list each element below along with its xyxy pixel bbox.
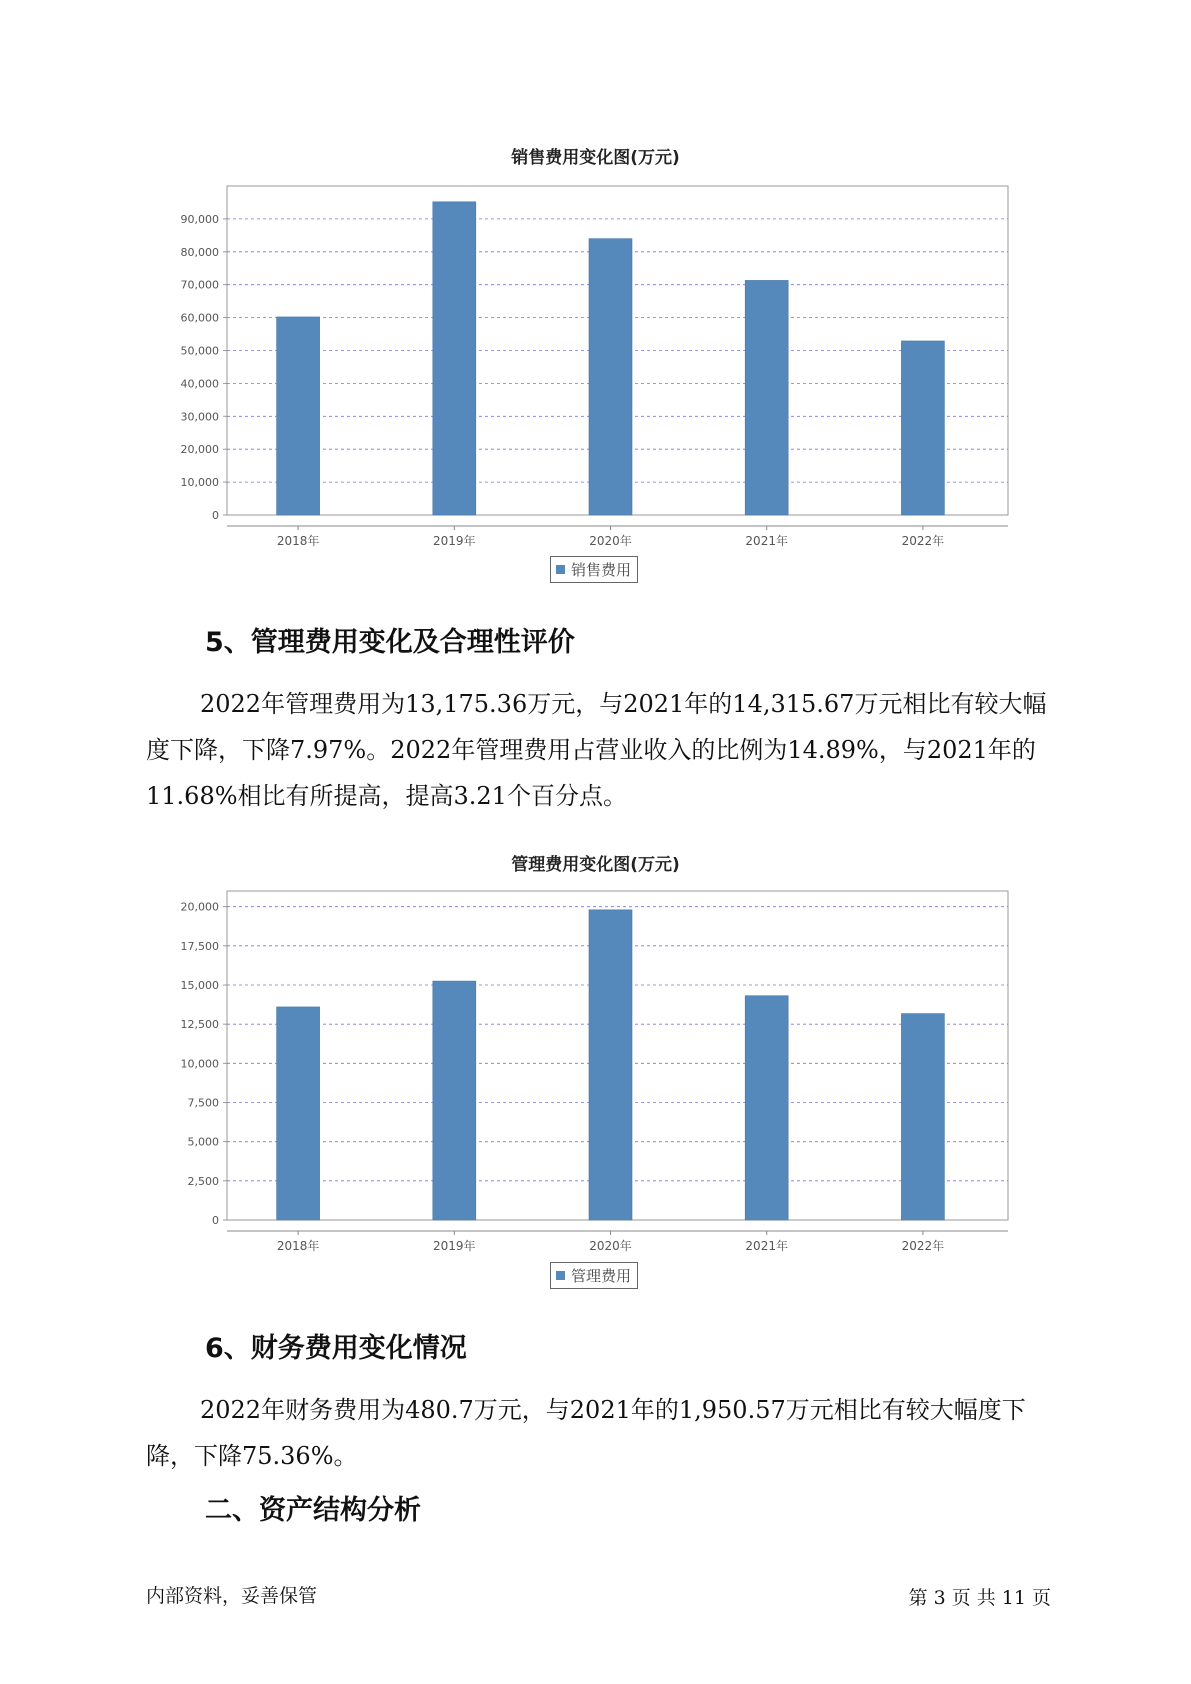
bar-2022年 [901,1014,944,1220]
bar-2022年 [901,341,944,515]
y-tick-label: 10,000 [180,476,219,490]
legend-swatch-icon [556,1271,565,1280]
x-tick-label: 2020年 [589,534,632,548]
bar-2018年 [277,1007,320,1220]
x-tick-label: 2018年 [276,534,320,548]
x-tick-label: 2021年 [745,1239,788,1253]
y-tick-label: 15,000 [180,979,219,992]
x-tick-label: 2019年 [433,1239,476,1253]
y-tick-label: 30,000 [180,410,219,424]
y-tick-label: 2,500 [187,1174,219,1188]
x-tick-label: 2020年 [589,1239,632,1253]
bar-2021年 [745,996,788,1220]
y-tick-label: 70,000 [180,278,219,292]
y-tick-label: 60,000 [180,311,219,325]
y-tick-label: 40,000 [180,377,219,391]
admin-expense-chart [0,888,1191,1268]
y-tick-label: 0 [212,1214,219,1227]
x-tick-label: 2019年 [433,534,476,548]
section-5-heading: 5、管理费用变化及合理性评价 [205,627,575,658]
sales-chart-title: 销售费用变化图(万元) [511,148,680,168]
footer-confidential-note: 内部资料，妥善保管 [146,1585,318,1607]
y-tick-label: 20,000 [180,443,219,457]
sales-chart-legend [550,556,638,583]
y-tick-label: 50,000 [180,344,219,358]
section-2-heading: 二、资产结构分析 [205,1495,421,1526]
legend-label: 管理费用 [571,1267,632,1285]
x-tick-label: 2022年 [901,1239,945,1253]
section-6-heading: 6、财务费用变化情况 [205,1333,467,1364]
sales-expense-chart [0,183,1191,563]
y-tick-label: 12,500 [180,1018,219,1032]
bar-2019年 [433,981,476,1220]
x-tick-label: 2021年 [745,534,788,548]
y-tick-label: 80,000 [180,245,219,259]
y-tick-label: 10,000 [180,1057,219,1071]
admin-chart-title: 管理费用变化图(万元) [511,855,680,875]
bar-2020年 [589,239,632,515]
section-5-paragraph: 2022年管理费用为13,175.36万元，与2021年的14,315.67万元相比有较大幅度下降，下降7.97%。2022年管理费用占营业收入的比例为14.89%，与2021年的11.68%相比有所提高，提高3.21个百分点。 [146,690,1047,810]
bar-2020年 [589,910,632,1220]
bar-2018年 [277,317,320,515]
section-6-paragraph: 2022年财务费用为480.7万元，与2021年的1,950.57万元相比有较大幅度下降，下降75.36%。 [146,1396,1026,1470]
y-tick-label: 90,000 [180,212,219,226]
bar-2021年 [745,280,788,515]
y-tick-label: 17,500 [180,939,219,953]
y-tick-label: 0 [212,509,219,522]
legend-swatch-icon [556,565,565,574]
x-tick-label: 2018年 [276,1239,320,1253]
legend-label: 销售费用 [571,561,632,579]
y-tick-label: 5,000 [187,1135,219,1149]
footer-page-number: 第 3 页 共 11 页 [908,1587,1051,1609]
y-tick-label: 7,500 [187,1096,219,1110]
bar-2019年 [433,202,476,515]
x-tick-label: 2022年 [901,534,945,548]
y-tick-label: 20,000 [180,900,219,914]
admin-chart-legend [550,1262,638,1289]
